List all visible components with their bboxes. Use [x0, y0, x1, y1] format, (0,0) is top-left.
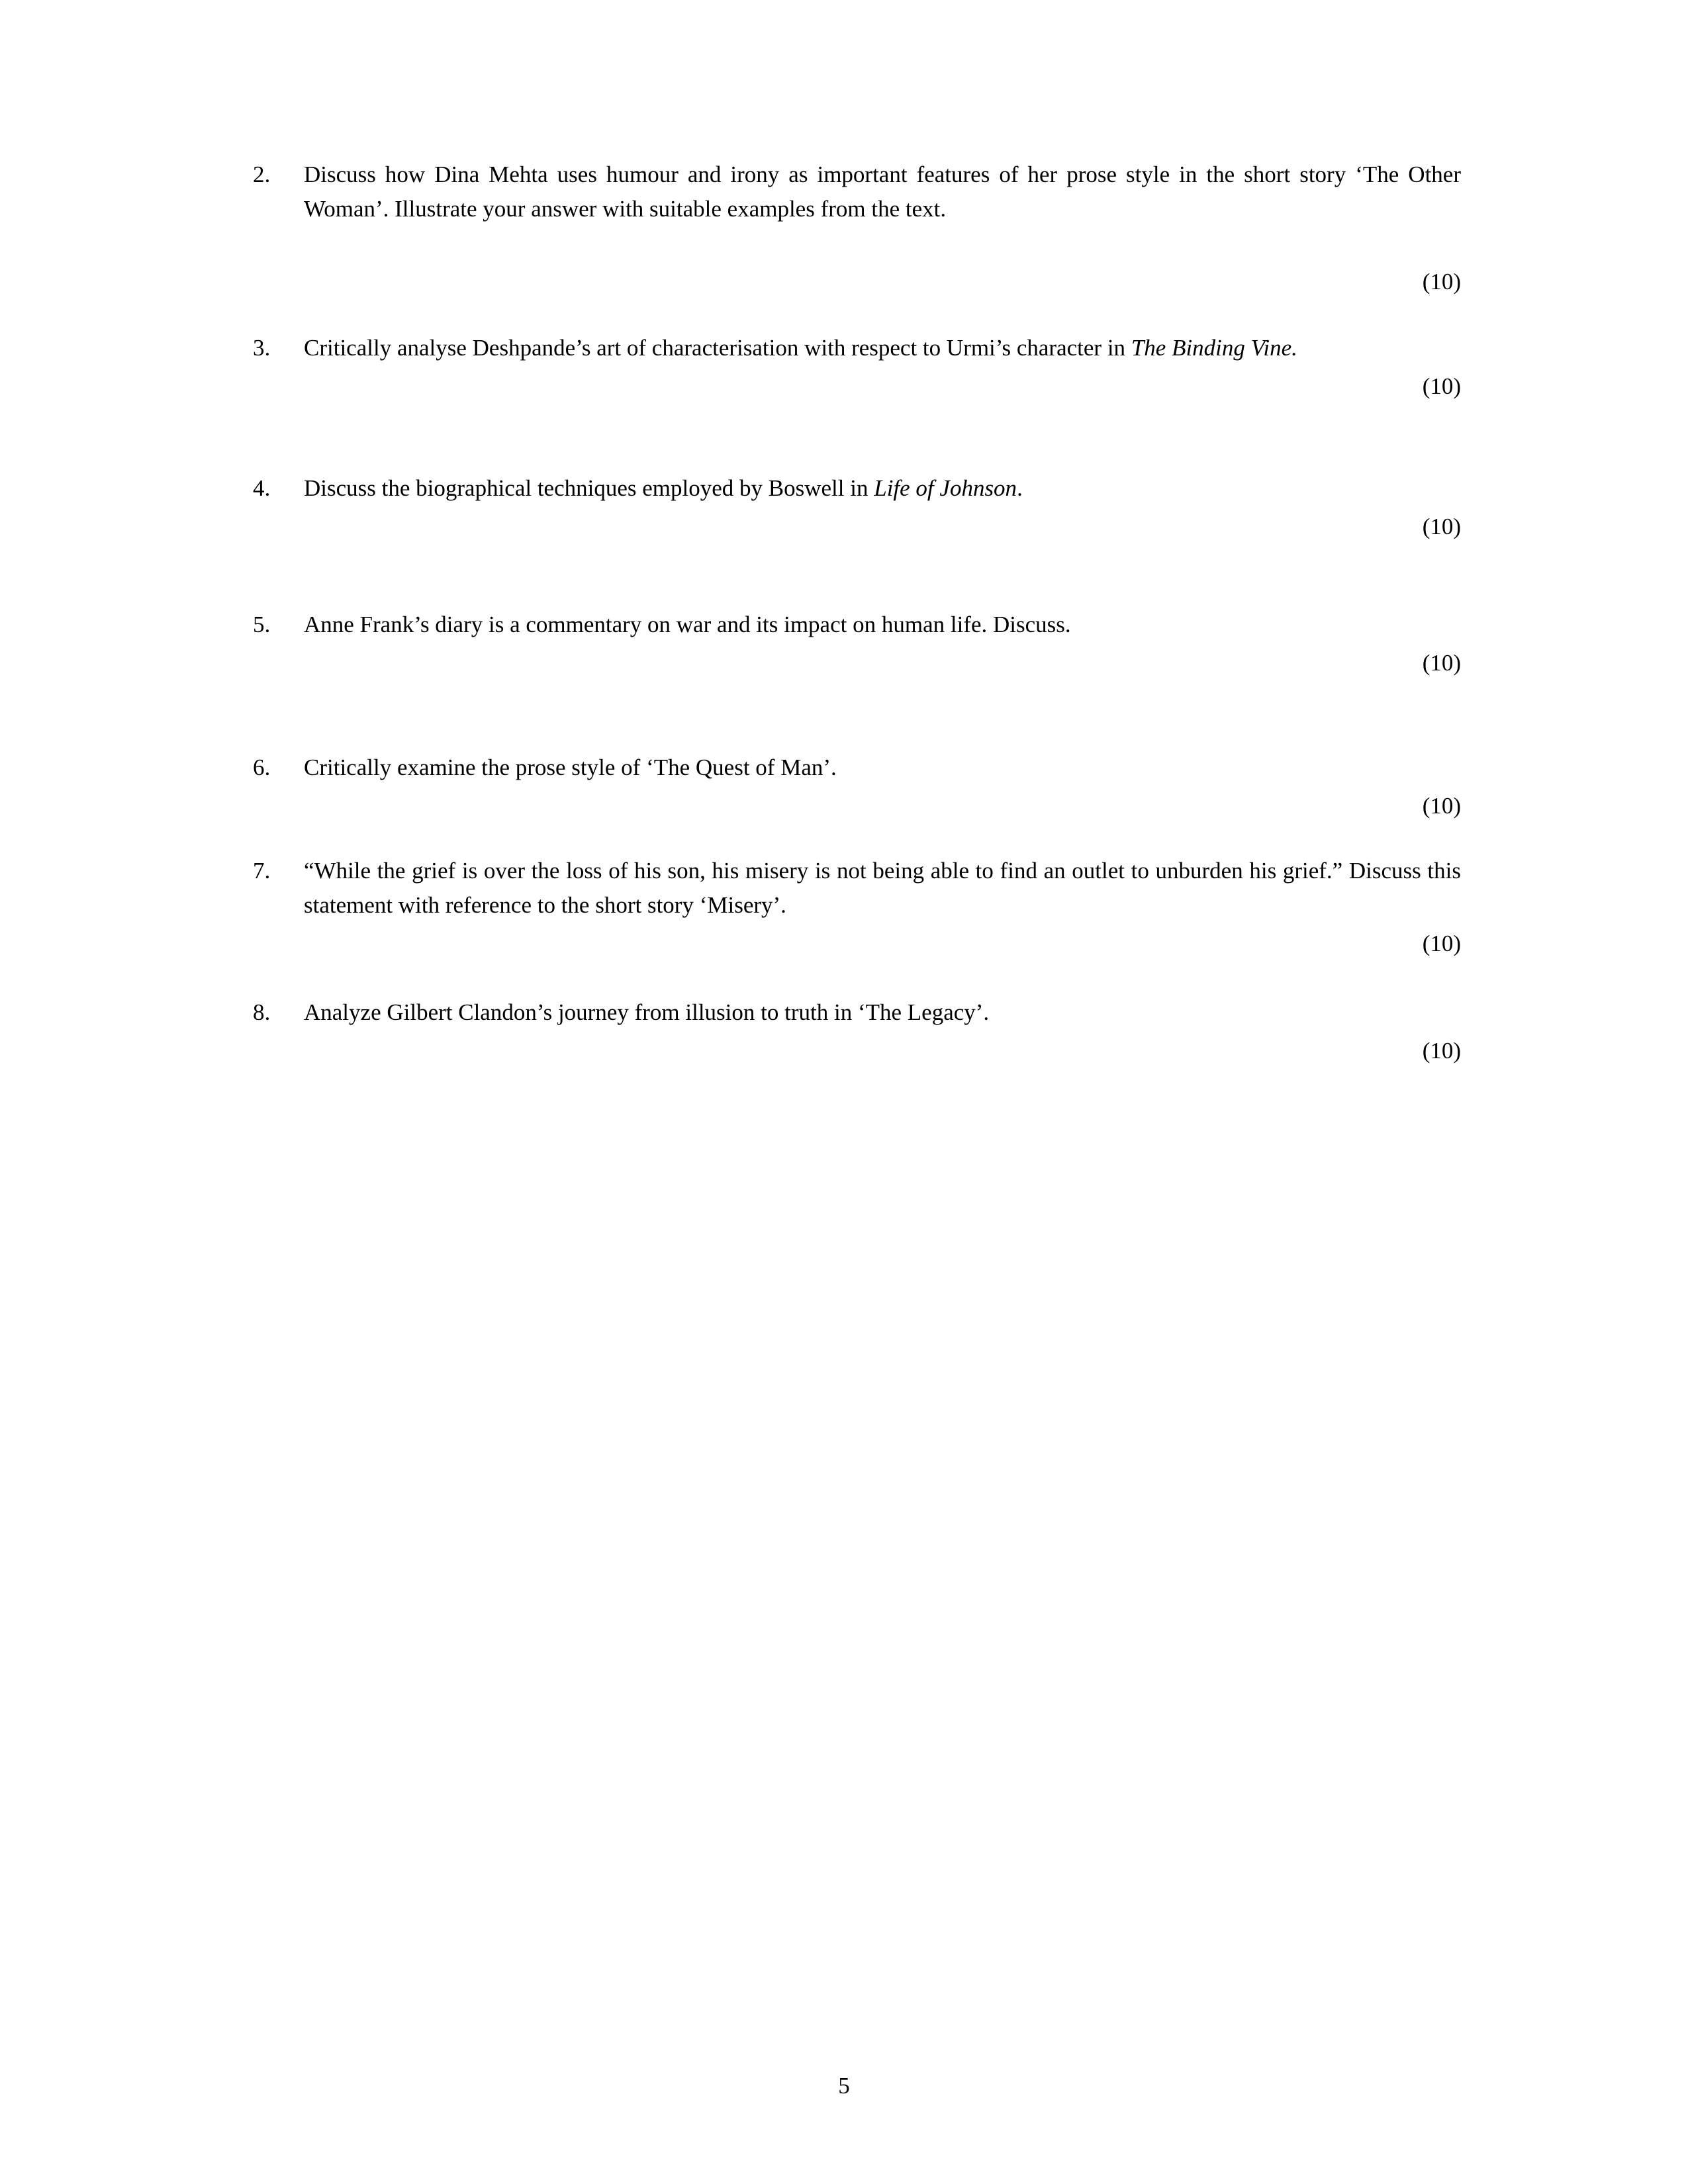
question-text-part: Analyze Gilbert Clandon’s journey from illusion to truth in ‘The Legacy’. — [304, 999, 990, 1025]
question-body — [304, 608, 1461, 680]
question-text-part: Critically examine the prose style of ‘The Quest of Man’. — [304, 754, 837, 780]
question-number: 7. — [253, 858, 271, 884]
marks: (10) — [1422, 650, 1461, 676]
question-text — [304, 995, 1461, 1030]
question-number: 4. — [253, 475, 271, 501]
marks: (10) — [1422, 1038, 1461, 1064]
question-number: 2. — [253, 161, 271, 187]
question-text-part: Anne Frank’s diary is a commentary on war and its impact on human life. Discuss. — [304, 612, 1071, 637]
question-text — [304, 854, 1461, 923]
question-text-part-italic: Life of Johnson — [874, 475, 1017, 501]
question-text-part: “While the grief is over the loss of his son, his misery is not being able to find an outlet to unburden his grief.” Discuss this statement with reference to the short story ‘Misery’. — [304, 858, 1461, 918]
question-text — [304, 331, 1461, 365]
question-row — [253, 995, 1461, 1068]
question-row — [253, 331, 1461, 404]
question-number: 6. — [253, 754, 271, 780]
marks: (10) — [1422, 269, 1461, 295]
question-row — [253, 608, 1461, 680]
page-number: 5 — [838, 2073, 850, 2099]
question-body — [304, 331, 1461, 404]
question-number: 5. — [253, 612, 271, 637]
question-text-part: Critically analyse Deshpande’s art of characterisation with respect to Urmi’s character in — [304, 335, 1131, 361]
question-body — [304, 471, 1461, 544]
question-number: 3. — [253, 335, 271, 361]
marks: (10) — [1422, 514, 1461, 539]
question-row — [253, 471, 1461, 544]
question-body — [304, 854, 1461, 961]
question-text-part: Discuss how Dina Mehta uses humour and irony as important features of her prose style in the short story ‘The Other Woman’. Illustrate your answer with suitable examples from the text. — [304, 161, 1461, 222]
question-row — [253, 854, 1461, 961]
question-text-part: Discuss the biographical techniques employed by Boswell in — [304, 475, 874, 501]
question-text — [304, 751, 1461, 785]
question-row — [253, 751, 1461, 823]
question-text — [304, 471, 1461, 506]
question-row — [253, 158, 1461, 299]
question-body — [304, 751, 1461, 823]
question-text-part-italic: The Binding Vine. — [1131, 335, 1297, 361]
question-number: 8. — [253, 999, 271, 1025]
question-text — [304, 158, 1461, 226]
question-body — [304, 158, 1461, 299]
marks: (10) — [1422, 793, 1461, 819]
question-body — [304, 995, 1461, 1068]
marks: (10) — [1422, 373, 1461, 399]
question-text — [304, 608, 1461, 642]
question-text-part: . — [1017, 475, 1023, 501]
marks: (10) — [1422, 931, 1461, 956]
